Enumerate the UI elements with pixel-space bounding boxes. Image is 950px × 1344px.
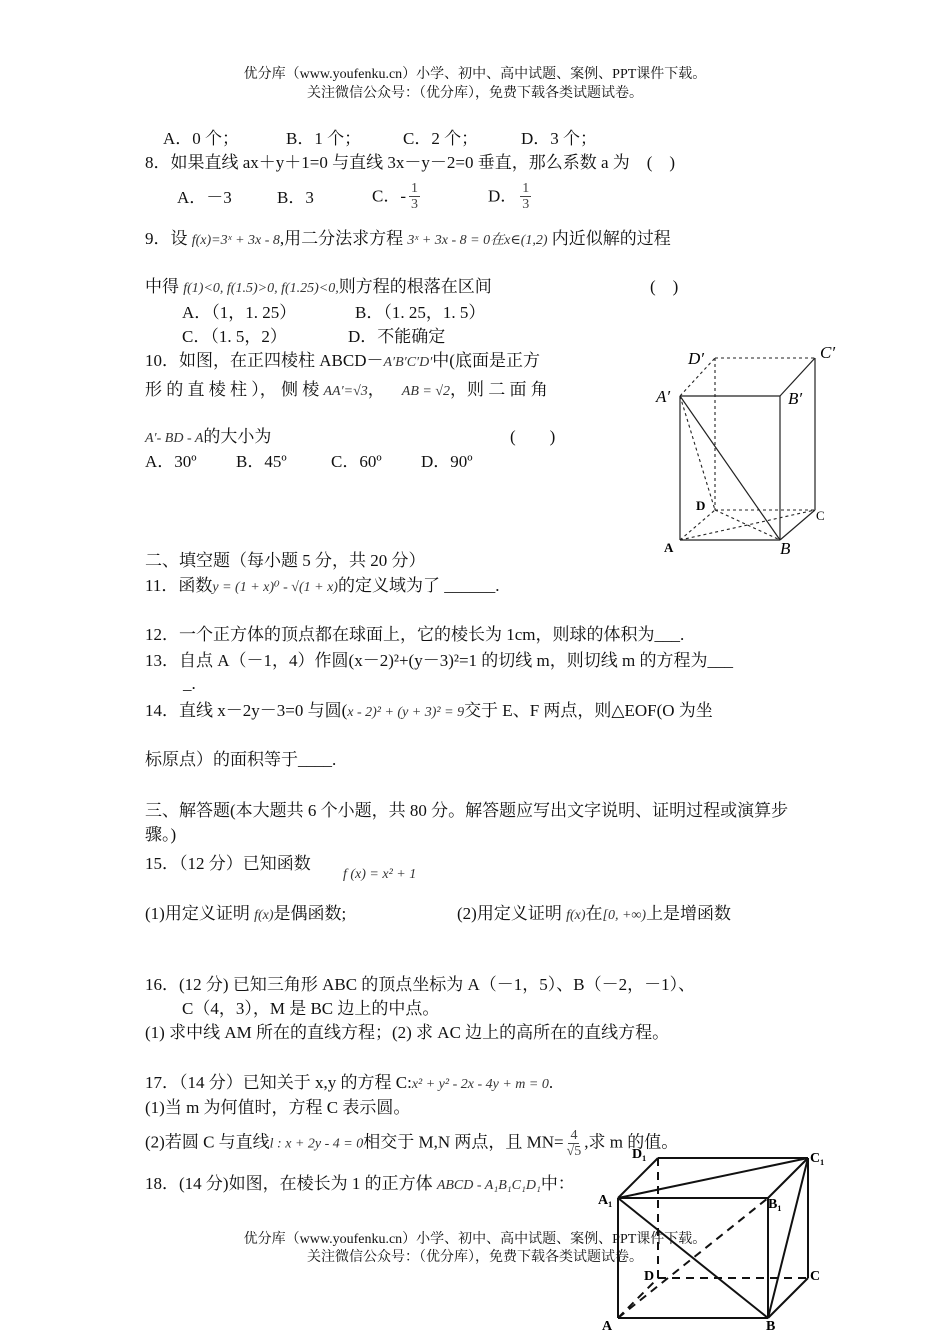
q9-option-c: C．（1. 5，2）	[182, 327, 287, 346]
section-2-heading: 二、填空题（每小题 5 分，共 20 分）	[145, 551, 426, 570]
q12: 12．一个正方体的顶点都在球面上，它的棱长为 1cm，则球的体积为___.	[145, 625, 685, 644]
q16-line-3: (1) 求中线 AM 所在的直线方程；(2) 求 AC 边上的高所在的直线方程。	[145, 1023, 670, 1042]
q17-line-1: 17．（14 分）已知关于 x,y 的方程 C:x² + y² - 2x - 4y + m = 0.	[145, 1073, 554, 1092]
q15-part-1: (1)用定义证明 f(x)是偶函数;	[145, 904, 347, 923]
q8-stem: 8．如果直线 ax＋y＋1=0 与直线 3x－y－2=0 垂直，那么系数 a 为 ( )	[145, 153, 676, 172]
label-a-prime: A′	[656, 387, 671, 406]
q10-option-b: B．45º	[236, 452, 287, 471]
label-d-prime: D′	[688, 349, 704, 368]
q9-line-2: 中得 f(1)<0, f(1.5)>0, f(1.25)<0,则方程的根落在区间	[145, 277, 492, 296]
label-d: D	[696, 498, 706, 513]
footer-line-1: 优分库（www.youfenku.cn）小学、初中、高中试题、案例、PPT课件下载。	[243, 1232, 707, 1247]
q18-stem: 18．(14 分)如图，在棱长为 1 的正方体 ABCD - A₁B₁C₁D₁中：	[145, 1174, 575, 1193]
q10-answer-paren: ( )	[510, 427, 556, 446]
q10-line-2: 形 的 直 棱 柱 ）， 侧 棱 AA′=√3， AB = √2，则 二 面 角	[145, 380, 548, 399]
q9-line-1: 9．设 f(x)=3ˣ + 3x - 8,用二分法求方程 3ˣ + 3x - 8 = 0在x∈(1,2) 内近似解的过程	[145, 229, 671, 248]
q10-option-d: D．90º	[421, 452, 473, 471]
q8-option-a: A．－3	[177, 188, 232, 207]
label-d1: D₁	[632, 1147, 647, 1162]
label-c-prime: C′	[820, 343, 836, 362]
label-b1: B₁	[768, 1197, 782, 1212]
footer-line-2: 关注微信公众号：（优分库），免费下载各类试题试卷。	[307, 1250, 643, 1265]
q7-option-a: A．0 个；	[163, 129, 240, 148]
q15-function: f (x) = x² + 1	[343, 867, 417, 882]
label-a: A	[664, 540, 674, 555]
q9-option-b: B．（1. 25，1. 5）	[355, 303, 486, 322]
label-b-prime: B′	[788, 389, 803, 408]
label-d: D	[644, 1269, 655, 1284]
label-c1: C₁	[810, 1151, 825, 1166]
q9-answer-paren: ( )	[650, 277, 679, 296]
q17-line-2: (1)当 m 为何值时，方程 C 表示圆。	[145, 1098, 411, 1117]
q10-line-3: A′- BD - A的大小为	[145, 427, 272, 446]
q15-stem: 15．（12 分）已知函数	[145, 854, 311, 873]
q10-prism-figure	[650, 338, 860, 570]
q13-line-1: 13．自点 A（－1，4）作圆(x－2)²+(y－3)²=1 的切线 m，则切线 m 的方程为___	[145, 651, 733, 670]
label-c: C	[816, 508, 825, 523]
label-b: B	[780, 539, 791, 558]
q15-part-2: (2)用定义证明 f(x)在[0, +∞)上是增函数	[457, 904, 732, 923]
q9-option-d: D．不能确定	[348, 327, 446, 346]
q16-line-2: C（4，3），M 是 BC 边上的中点。	[182, 999, 440, 1018]
q8-option-c: C．- $\frac{1}{3}$	[372, 181, 418, 212]
header-line-2: 关注微信公众号：（优分库），免费下载各类试题试卷。	[307, 86, 643, 101]
q8-option-d: D． $\frac{1}{3}$	[488, 181, 530, 212]
label-a: A	[602, 1319, 613, 1334]
q14-line-1: 14．直线 x－2y－3=0 与圆(x - 2)² + (y + 3)² = 9交于 E、F 两点，则△EOF(O 为坐	[145, 701, 713, 720]
q13-line-2: _.	[183, 674, 196, 693]
label-c: C	[810, 1269, 821, 1284]
q14-line-2: 标原点）的面积等于____.	[145, 750, 337, 769]
q10-option-c: C．60º	[331, 452, 382, 471]
section-3-heading-line-1: 三、解答题(本大题共 6 个小题，共 80 分。解答题应写出文字说明、证明过程或演算步	[145, 801, 789, 820]
q16-line-1: 16．(12 分) 已知三角形 ABC 的顶点坐标为 A（－1，5）、B（－2，－1）、	[145, 975, 696, 994]
header-line-1: 优分库（www.youfenku.cn）小学、初中、高中试题、案例、PPT课件下载。	[243, 67, 707, 82]
q10-option-a: A．30º	[145, 452, 197, 471]
q17-line-3: (2)若圆 C 与直线l : x + 2y - 4 = 0相交于 M,N 两点，且 MN= $\frac{4}{√5}$ ,求 m 的值。	[145, 1128, 679, 1159]
label-a1: A₁	[598, 1193, 613, 1208]
q7-option-b: B．1 个；	[286, 129, 362, 148]
q10-line-1: 10．如图，在正四棱柱 ABCD－A′B′C′D′中(底面是正方	[145, 351, 540, 370]
q7-option-d: D．3 个；	[521, 129, 598, 148]
q7-option-c: C．2 个；	[403, 129, 479, 148]
label-b: B	[766, 1319, 776, 1334]
q9-option-a: A．（1，1. 25）	[182, 303, 297, 322]
q8-option-b: B．3	[277, 188, 314, 207]
section-3-heading-line-2: 骤。)	[145, 825, 177, 844]
q11: 11．函数y = (1 + x)⁰ - √(1 + x)的定义域为了 ______.	[145, 576, 500, 595]
